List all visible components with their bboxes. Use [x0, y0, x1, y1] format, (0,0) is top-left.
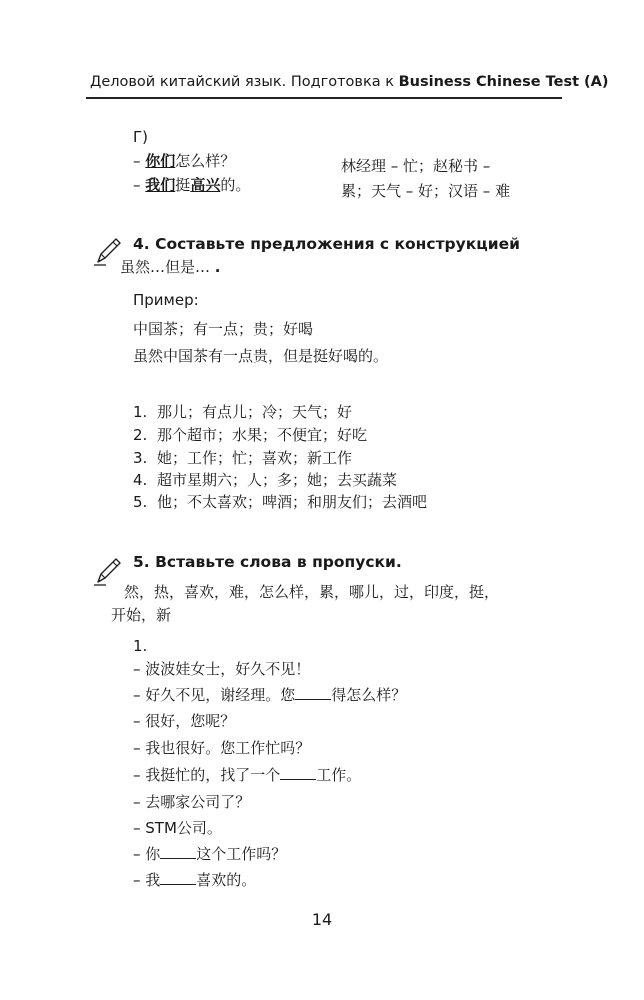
header-title-bold: Business Chinese Test (A) — [398, 74, 609, 90]
running-header — [90, 74, 609, 90]
answer-blank[interactable] — [295, 685, 331, 700]
dialog-number: 1. — [133, 637, 148, 655]
dialog-line: – 我也很好。您工作忙吗？ — [133, 739, 311, 757]
pencil-icon — [92, 236, 122, 266]
list-item: 3. 她；工作；忙；喜欢；新工作 — [133, 449, 353, 467]
list-item: 4. 超市星期六；人；多；她；去买蔬菜 — [133, 471, 398, 489]
word-list-line: 林经理 – 忙；赵秘书 – — [341, 157, 491, 175]
dialog-line: – 去哪家公司了？ — [133, 793, 251, 811]
answer-blank[interactable] — [280, 765, 316, 780]
list-item: 2. 那个超市；水果；不便宜；好吃 — [133, 426, 368, 444]
answer-blank[interactable] — [160, 870, 196, 885]
header-rule — [86, 97, 562, 99]
header-title-plain: Деловой китайский язык. Подготовка к — [90, 74, 399, 90]
word-list-line: 累；天气 – 好；汉语 – 难 — [341, 182, 511, 200]
example-words: 中国茶；有一点；贵；好喝 — [133, 320, 314, 338]
dialog-line: – 你们怎么样？ — [133, 152, 236, 170]
task5-word-bank: 开始，新 — [111, 606, 172, 624]
dialog-line: – 你 这个工作吗？ — [133, 845, 287, 863]
task5-word-bank: 然，热，喜欢，难，怎么样，累，哪儿，过，印度，挺， — [124, 583, 500, 601]
example-answer: 虽然中国茶有一点贵，但是挺好喝的。 — [133, 347, 389, 365]
dialog-line: – 我们挺高兴的。 — [133, 176, 251, 194]
dialog-line: – 波波娃女士，好久不见！ — [133, 660, 311, 678]
list-item: 1. 那儿；有点儿；冷；天气；好 — [133, 403, 353, 421]
section-label: Г) — [133, 128, 148, 146]
task5-title: 5. Вставьте слова в пропуски. — [133, 553, 402, 571]
dialog-line: – 很好，您呢？ — [133, 712, 236, 730]
dialog-line: – 好久不见，谢经理。您 得怎么样？ — [133, 686, 407, 704]
answer-blank[interactable] — [160, 844, 196, 859]
page-number: 14 — [311, 910, 333, 929]
dialog-line: – 我挺忙的，找了一个 工作。 — [133, 766, 362, 784]
example-label: Пример: — [133, 291, 199, 309]
list-item: 5. 他；不太喜欢；啤酒；和朋友们；去酒吧 — [133, 493, 428, 511]
task4-construction: 虽然…但是… . — [120, 258, 221, 276]
dialog-line: – STM公司。 — [133, 819, 222, 837]
dialog-line: – 我 喜欢的。 — [133, 871, 257, 889]
pencil-icon — [92, 556, 122, 586]
task4-title: 4. Составьте предложения с конструкцией — [133, 235, 520, 253]
